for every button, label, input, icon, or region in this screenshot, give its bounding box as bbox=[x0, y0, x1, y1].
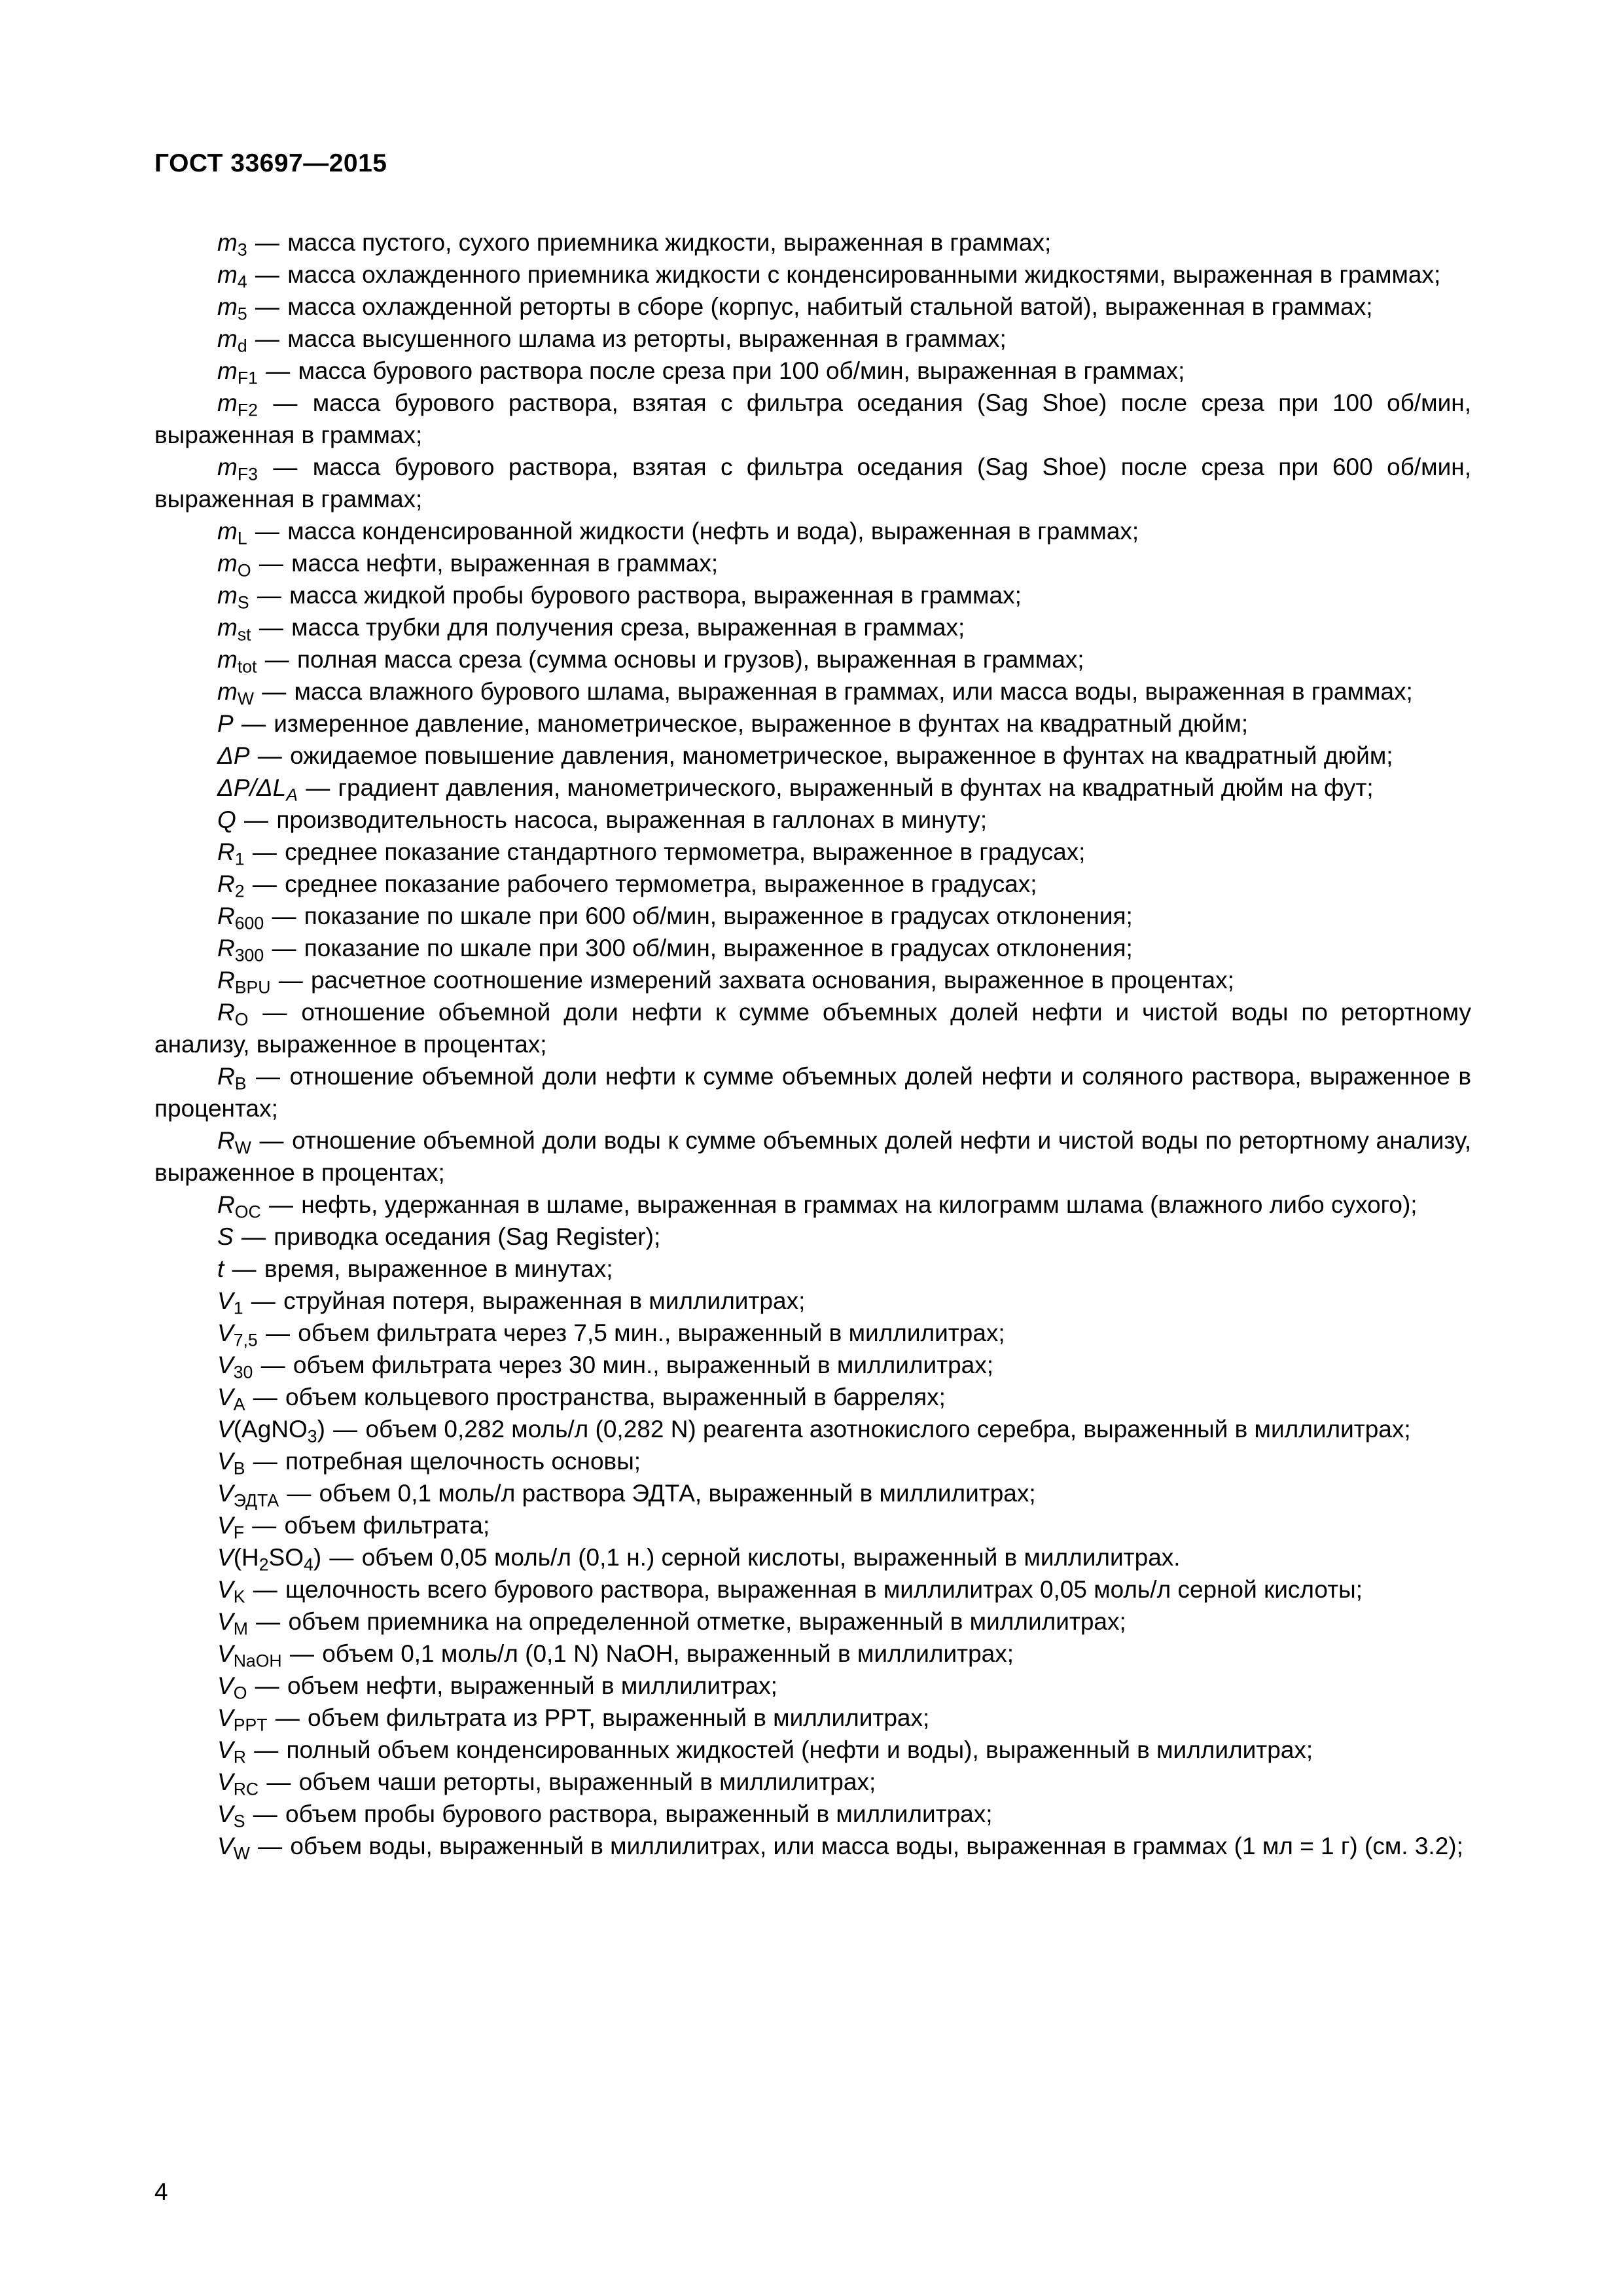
symbol bbox=[217, 1833, 250, 1863]
definition-separator: — bbox=[250, 582, 289, 609]
symbol-definition bbox=[154, 1670, 1471, 1702]
symbol-definition bbox=[154, 259, 1471, 291]
definition-text: объем фильтрата; bbox=[284, 1512, 490, 1539]
symbol-base: m bbox=[217, 614, 238, 641]
symbol bbox=[217, 1384, 245, 1414]
definition-separator: — bbox=[246, 1448, 285, 1475]
symbol bbox=[217, 1704, 268, 1735]
definition-text: показание по шкале при 600 об/мин, выраженное в градусах отклонения; bbox=[304, 903, 1133, 929]
definition-separator: — bbox=[280, 1480, 318, 1507]
symbol-subscript: 3 bbox=[237, 240, 247, 260]
symbol-base: V bbox=[217, 1319, 234, 1346]
formula-part: ) bbox=[317, 1416, 325, 1443]
symbol-base: V bbox=[217, 1287, 234, 1314]
definition-text: масса трубки для получения среза, выраженная в граммах; bbox=[291, 614, 965, 641]
definition-separator: — bbox=[237, 806, 276, 833]
definition-separator: — bbox=[234, 710, 273, 737]
definition-separator: — bbox=[245, 838, 284, 865]
symbol-base: V bbox=[217, 1833, 234, 1859]
formula-subscript: 2 bbox=[259, 1554, 269, 1575]
symbol bbox=[217, 1576, 245, 1607]
definition-text: объем приемника на определенной отметке, выраженный в миллилитрах; bbox=[288, 1608, 1126, 1635]
definition-text: среднее показание стандартного термометра, выраженное в градусах; bbox=[285, 838, 1086, 865]
definition-text: масса пустого, сухого приемника жидкости, выраженная в граммах; bbox=[287, 229, 1052, 256]
definition-text: объем чаши реторты, выраженный в миллилитрах; bbox=[298, 1768, 876, 1795]
symbol-definition bbox=[154, 579, 1471, 611]
definition-text: ожидаемое повышение давления, манометрическое, выраженное в фунтах на квадратный дюйм; bbox=[290, 742, 1393, 769]
symbol-subscript: B bbox=[234, 1073, 247, 1094]
symbol bbox=[217, 935, 264, 965]
symbol bbox=[217, 518, 247, 548]
definition-text: масса конденсированной жидкости (нефть и вода), выраженная в граммах; bbox=[287, 518, 1139, 545]
symbol bbox=[217, 1191, 261, 1222]
symbol-base: V bbox=[217, 1801, 234, 1827]
formula-part: (H bbox=[233, 1544, 259, 1571]
symbol-definition bbox=[154, 836, 1471, 868]
symbol bbox=[217, 742, 250, 769]
symbol-definition bbox=[154, 1477, 1471, 1509]
symbol bbox=[217, 357, 258, 388]
definition-separator: — bbox=[298, 774, 337, 801]
symbol-base: m bbox=[217, 357, 238, 384]
symbol bbox=[217, 1352, 253, 1382]
symbol bbox=[217, 1544, 234, 1571]
symbol bbox=[217, 550, 251, 581]
symbol-subscript: W bbox=[234, 1138, 251, 1158]
symbol-subscript: F3 bbox=[237, 464, 258, 484]
symbol-definition bbox=[154, 291, 1471, 323]
symbol-base: R bbox=[217, 870, 235, 897]
definition-text: объем 0,1 моль/л (0,1 N) NaOH, выраженный в миллилитрах; bbox=[322, 1640, 1014, 1667]
symbol-base: m bbox=[217, 646, 238, 673]
symbol-subscript: F bbox=[233, 1522, 244, 1543]
definition-text: потребная щелочность основы; bbox=[285, 1448, 641, 1475]
symbol-definition bbox=[154, 323, 1471, 355]
symbol bbox=[217, 710, 234, 737]
symbol-subscript: B bbox=[233, 1458, 245, 1479]
symbol-definition bbox=[154, 547, 1471, 579]
definition-separator: — bbox=[323, 1544, 361, 1571]
formula-part: (AgNO bbox=[233, 1416, 308, 1443]
symbol-definition bbox=[154, 900, 1471, 932]
symbol-definition bbox=[154, 708, 1471, 740]
symbol-subscript: W bbox=[233, 1843, 250, 1863]
symbol bbox=[217, 582, 249, 613]
definition-text: масса нефти, выраженная в граммах; bbox=[291, 550, 719, 577]
symbol-definition bbox=[154, 1830, 1471, 1862]
symbol bbox=[217, 229, 247, 260]
definition-separator: — bbox=[252, 550, 291, 577]
definition-text: объем 0,282 моль/л (0,282 N) реагента азотнокислого серебра, выраженный в миллилитрах; bbox=[365, 1416, 1411, 1443]
symbol-definition bbox=[154, 1766, 1471, 1798]
page-number: 4 bbox=[154, 2178, 168, 2205]
symbol-base: R bbox=[217, 903, 235, 929]
definition-separator: — bbox=[265, 935, 303, 961]
symbol-subscript: OC bbox=[234, 1202, 261, 1222]
definition-separator: — bbox=[245, 870, 284, 897]
symbol-definition bbox=[154, 355, 1471, 387]
symbol-definition bbox=[154, 1253, 1471, 1285]
symbol-subscript: O bbox=[233, 1683, 247, 1703]
formula-part: ) bbox=[313, 1544, 322, 1571]
symbol-base: ΔP bbox=[217, 742, 250, 769]
formula-subscript: 3 bbox=[307, 1426, 317, 1446]
symbol bbox=[217, 1801, 245, 1831]
symbol-base: V bbox=[217, 1736, 234, 1763]
definition-text: отношение объемной доли воды к сумме объемных долей нефти и чистой воды по ретортному анализу, выраженное в процентах; bbox=[154, 1127, 1472, 1186]
symbol-subscript: 30 bbox=[233, 1362, 253, 1382]
definition-text: масса охлажденной реторты в сборе (корпус, набитый стальной ватой), выраженная в граммах; bbox=[287, 293, 1373, 320]
symbol-base: R bbox=[217, 1191, 235, 1218]
symbol-definition bbox=[154, 387, 1471, 451]
symbol bbox=[217, 1512, 244, 1543]
symbol-definition bbox=[154, 1509, 1471, 1541]
symbol-subscript: 4 bbox=[237, 272, 247, 292]
symbol-subscript: K bbox=[233, 1587, 245, 1607]
definition-separator: — bbox=[245, 1512, 283, 1539]
symbol-subscript: O bbox=[234, 1009, 249, 1030]
symbol bbox=[217, 1608, 248, 1639]
symbol-definition bbox=[154, 804, 1471, 836]
symbol-definition bbox=[154, 740, 1471, 772]
symbol-subscript: RC bbox=[233, 1779, 259, 1799]
symbol-definition bbox=[154, 1638, 1471, 1670]
definition-separator: — bbox=[248, 293, 287, 320]
symbol-definition bbox=[154, 1734, 1471, 1766]
symbol-base: m bbox=[217, 454, 238, 480]
definition-separator: — bbox=[248, 261, 287, 288]
symbol bbox=[217, 1736, 246, 1767]
symbol-subscript: F1 bbox=[237, 368, 258, 388]
symbol-subscript: F2 bbox=[237, 400, 258, 420]
definition-separator: — bbox=[247, 1063, 289, 1090]
symbol-subscript: ЭДТА bbox=[233, 1490, 279, 1511]
symbol-base: m bbox=[217, 582, 238, 609]
definition-separator: — bbox=[265, 903, 303, 929]
definition-text: объем кольцевого пространства, выраженный в баррелях; bbox=[285, 1384, 946, 1410]
definition-separator: — bbox=[248, 518, 287, 545]
symbol-subscript: M bbox=[233, 1619, 248, 1639]
symbol-subscript: O bbox=[237, 560, 251, 581]
symbol-definition bbox=[154, 451, 1471, 515]
symbol-base: V bbox=[217, 1480, 234, 1507]
symbol-subscript: 7,5 bbox=[233, 1330, 258, 1350]
definition-text: отношение объемной доли нефти к сумме объемных долей нефти и чистой воды по ретортному анализу, выраженное в процентах; bbox=[154, 999, 1472, 1058]
definition-text: масса бурового раствора после среза при 100 об/мин, выраженная в граммах; bbox=[298, 357, 1185, 384]
symbol-subscript: L bbox=[237, 528, 247, 548]
symbol-base: m bbox=[217, 678, 238, 705]
symbol bbox=[217, 1480, 279, 1511]
symbol-subscript: R bbox=[233, 1747, 246, 1767]
symbol-base: m bbox=[217, 293, 238, 320]
symbol-definition bbox=[154, 675, 1471, 708]
definition-text: полная масса среза (сумма основы и грузов), выраженная в граммах; bbox=[297, 646, 1084, 673]
symbol bbox=[217, 389, 258, 420]
symbol bbox=[217, 838, 245, 869]
symbol-subscript: 1 bbox=[233, 1298, 243, 1318]
definition-text: расчетное соотношение измерений захвата основания, выраженное в процентах; bbox=[311, 967, 1234, 994]
symbol bbox=[217, 806, 236, 833]
definition-text: полный объем конденсированных жидкостей (нефти и воды), выраженный в миллилитрах; bbox=[286, 1736, 1313, 1763]
symbol-definition bbox=[154, 1349, 1471, 1381]
symbol-definitions-list bbox=[154, 226, 1471, 1862]
symbol-definition bbox=[154, 932, 1471, 964]
symbol-base: V bbox=[217, 1544, 234, 1571]
symbol-definition bbox=[154, 515, 1471, 547]
symbol bbox=[217, 1672, 247, 1703]
symbol-definition bbox=[154, 1124, 1471, 1189]
symbol-definition bbox=[154, 1541, 1471, 1573]
symbol-subscript: S bbox=[233, 1811, 245, 1831]
symbol-base: R bbox=[217, 838, 235, 865]
definition-separator: — bbox=[248, 1672, 286, 1699]
definition-separator: — bbox=[260, 1768, 298, 1795]
definition-text: градиент давления, манометрического, выраженный в фунтах на квадратный дюйм на фут; bbox=[338, 774, 1374, 801]
symbol-subscript: 2 bbox=[234, 881, 245, 901]
definition-text: объем фильтрата через 30 мин., выраженный в миллилитрах; bbox=[293, 1352, 994, 1378]
symbol-definition bbox=[154, 1189, 1471, 1221]
symbol-subscript: BPU bbox=[234, 977, 271, 997]
symbol bbox=[217, 870, 245, 901]
definition-separator: — bbox=[258, 646, 296, 673]
symbol-base: V bbox=[217, 1512, 234, 1539]
symbol-definition bbox=[154, 868, 1471, 900]
definition-separator: — bbox=[247, 1736, 285, 1763]
definition-text: масса высушенного шлама из реторты, выраженная в граммах; bbox=[287, 325, 1007, 352]
symbol-subscript: A bbox=[286, 785, 298, 805]
symbol-base: m bbox=[217, 229, 238, 256]
symbol bbox=[217, 646, 257, 677]
symbol-subscript: NaOH bbox=[233, 1651, 282, 1671]
definition-text: объем пробы бурового раствора, выраженный в миллилитрах; bbox=[285, 1801, 993, 1827]
symbol-subscript: 600 bbox=[234, 913, 264, 933]
definition-separator: — bbox=[251, 1833, 289, 1859]
symbol bbox=[217, 967, 271, 997]
definition-text: показание по шкале при 300 об/мин, выраженное в градусах отклонения; bbox=[304, 935, 1133, 961]
definition-text: время, выраженное в минутах; bbox=[264, 1255, 613, 1282]
definition-separator: — bbox=[259, 1319, 297, 1346]
definition-separator: — bbox=[246, 1384, 285, 1410]
symbol bbox=[217, 454, 258, 484]
symbol-base: ΔP/ΔL bbox=[217, 774, 287, 801]
symbol-base: V bbox=[217, 1576, 234, 1603]
symbol-definition bbox=[154, 1605, 1471, 1638]
formula-part: SO bbox=[268, 1544, 304, 1571]
symbol-definition bbox=[154, 1573, 1471, 1605]
symbol bbox=[217, 774, 298, 805]
symbol-base: R bbox=[217, 1063, 235, 1090]
symbol-definition bbox=[154, 1413, 1471, 1445]
symbol bbox=[217, 678, 254, 709]
symbol-base: V bbox=[217, 1768, 234, 1795]
symbol-subscript: 300 bbox=[234, 945, 264, 965]
definition-separator: — bbox=[246, 1576, 285, 1603]
symbol bbox=[217, 1255, 224, 1282]
symbol-base: P bbox=[217, 710, 234, 737]
definition-text: объем 0,05 моль/л (0,1 н.) серной кислоты, выраженный в миллилитрах. bbox=[361, 1544, 1181, 1571]
symbol-definition bbox=[154, 996, 1471, 1060]
definition-separator: — bbox=[234, 1223, 273, 1250]
symbol-base: V bbox=[217, 1672, 234, 1699]
symbol-base: m bbox=[217, 518, 238, 545]
symbol-base: Q bbox=[217, 806, 236, 833]
definition-text: среднее показание рабочего термометра, выраженное в градусах; bbox=[285, 870, 1037, 897]
symbol-base: m bbox=[217, 389, 238, 416]
symbol bbox=[217, 1223, 234, 1250]
definition-separator: — bbox=[252, 1127, 291, 1154]
symbol bbox=[217, 903, 264, 933]
symbol-definition bbox=[154, 1060, 1471, 1124]
symbol-subscript: A bbox=[233, 1394, 245, 1414]
symbol-base: R bbox=[217, 999, 235, 1026]
definition-separator: — bbox=[259, 389, 312, 416]
symbol-definition bbox=[154, 1381, 1471, 1413]
definition-text: объем фильтрата через 7,5 мин., выраженный в миллилитрах; bbox=[298, 1319, 1005, 1346]
definition-text: объем 0,1 моль/л раствора ЭДТА, выраженный в миллилитрах; bbox=[319, 1480, 1036, 1507]
symbol-base: V bbox=[217, 1704, 234, 1731]
definition-text: отношение объемной доли нефти к сумме объемных долей нефти и соляного раствора, выраженное в процентах; bbox=[154, 1063, 1471, 1122]
definition-text: масса жидкой пробы бурового раствора, выраженная в граммах; bbox=[289, 582, 1022, 609]
definition-separator: — bbox=[246, 1801, 285, 1827]
definition-separator: — bbox=[244, 1287, 283, 1314]
symbol-definition bbox=[154, 643, 1471, 675]
symbol-base: V bbox=[217, 1640, 234, 1667]
symbol-base: R bbox=[217, 935, 235, 961]
symbol bbox=[217, 1768, 259, 1799]
symbol bbox=[217, 1287, 243, 1318]
symbol-base: V bbox=[217, 1384, 234, 1410]
symbol-subscript: 5 bbox=[237, 304, 247, 324]
symbol-base: S bbox=[217, 1223, 234, 1250]
definition-text: масса бурового раствора, взятая с фильтра оседания (Sag Shoe) после среза при 100 об/мин, выраженная в граммах; bbox=[154, 389, 1471, 448]
symbol-definition bbox=[154, 1317, 1471, 1349]
symbol bbox=[217, 1319, 258, 1350]
definition-text: щелочность всего бурового раствора, выраженная в миллилитрах 0,05 моль/л серной кислоты; bbox=[285, 1576, 1363, 1603]
definition-text: масса бурового раствора, взятая с фильтра оседания (Sag Shoe) после среза при 600 об/мин, выраженная в граммах; bbox=[154, 454, 1471, 512]
chemical-formula bbox=[233, 1544, 322, 1575]
definition-text: измеренное давление, манометрическое, выраженное в фунтах на квадратный дюйм; bbox=[274, 710, 1249, 737]
symbol-definition bbox=[154, 611, 1471, 643]
symbol-definition bbox=[154, 1221, 1471, 1253]
definition-separator: — bbox=[268, 1704, 307, 1731]
symbol bbox=[217, 1127, 251, 1158]
definition-text: производительность насоса, выраженная в галлонах в минуту; bbox=[276, 806, 988, 833]
symbol bbox=[217, 1416, 234, 1443]
symbol-subscript: W bbox=[237, 689, 254, 709]
definition-text: объем фильтрата из PPT, выраженный в миллилитрах; bbox=[308, 1704, 930, 1731]
symbol bbox=[217, 614, 251, 645]
symbol-base: V bbox=[217, 1352, 234, 1378]
definition-separator: — bbox=[272, 967, 310, 994]
definition-separator: — bbox=[225, 1255, 263, 1282]
symbol bbox=[217, 261, 247, 292]
symbol bbox=[217, 325, 247, 356]
symbol bbox=[217, 1640, 282, 1671]
definition-text: объем нефти, выраженный в миллилитрах; bbox=[287, 1672, 777, 1699]
chemical-formula bbox=[233, 1416, 325, 1446]
definition-separator: — bbox=[254, 1352, 292, 1378]
symbol-base: m bbox=[217, 261, 238, 288]
definition-separator: — bbox=[248, 325, 287, 352]
definition-separator: — bbox=[255, 678, 293, 705]
symbol-base: V bbox=[217, 1608, 234, 1635]
definition-separator: — bbox=[262, 1191, 300, 1218]
definition-text: струйная потеря, выраженная в миллилитрах; bbox=[283, 1287, 806, 1314]
symbol-definition bbox=[154, 1445, 1471, 1477]
definition-text: приводка оседания (Sag Register); bbox=[274, 1223, 661, 1250]
symbol-base: V bbox=[217, 1448, 234, 1475]
symbol-subscript: PPT bbox=[233, 1715, 268, 1735]
definition-text: объем воды, выраженный в миллилитрах, или масса воды, выраженная в граммах (1 мл = 1 г) (см. 3.2); bbox=[290, 1833, 1463, 1859]
formula-subscript: 4 bbox=[304, 1554, 313, 1575]
definition-separator: — bbox=[251, 742, 289, 769]
symbol-subscript: d bbox=[237, 336, 247, 356]
symbol-definition bbox=[154, 1285, 1471, 1317]
definition-text: нефть, удержанная в шламе, выраженная в граммах на килограмм шлама (влажного либо сухого); bbox=[301, 1191, 1418, 1218]
symbol-base: t bbox=[217, 1255, 224, 1282]
definition-text: масса влажного бурового шлама, выраженная в граммах, или масса воды, выраженная в граммах; bbox=[294, 678, 1413, 705]
definition-separator: — bbox=[249, 999, 300, 1026]
definition-separator: — bbox=[283, 1640, 321, 1667]
document-header: ГОСТ 33697—2015 bbox=[154, 149, 387, 177]
symbol-subscript: tot bbox=[237, 656, 257, 677]
symbol bbox=[217, 1448, 245, 1479]
definition-separator: — bbox=[259, 357, 297, 384]
symbol-subscript: S bbox=[237, 592, 249, 613]
symbol-definition bbox=[154, 1702, 1471, 1734]
definition-separator: — bbox=[248, 229, 287, 256]
symbol-definition bbox=[154, 226, 1471, 259]
symbol-subscript: 1 bbox=[234, 849, 245, 869]
definition-separator: — bbox=[259, 454, 312, 480]
symbol-subscript: st bbox=[237, 624, 251, 645]
symbol-definition bbox=[154, 1798, 1471, 1830]
symbol-base: R bbox=[217, 967, 235, 994]
definition-separator: — bbox=[252, 614, 291, 641]
definition-text: масса охлажденного приемника жидкости с конденсированными жидкостями, выраженная в граммах; bbox=[287, 261, 1441, 288]
definition-separator: — bbox=[326, 1416, 365, 1443]
symbol-base: V bbox=[217, 1416, 234, 1443]
symbol-base: m bbox=[217, 550, 238, 577]
symbol bbox=[217, 293, 247, 324]
symbol-base: R bbox=[217, 1127, 235, 1154]
symbol bbox=[217, 1063, 247, 1094]
symbol-definition bbox=[154, 772, 1471, 804]
definition-separator: — bbox=[249, 1608, 287, 1635]
symbol-base: m bbox=[217, 325, 238, 352]
symbol-definition bbox=[154, 964, 1471, 996]
symbol bbox=[217, 999, 249, 1030]
